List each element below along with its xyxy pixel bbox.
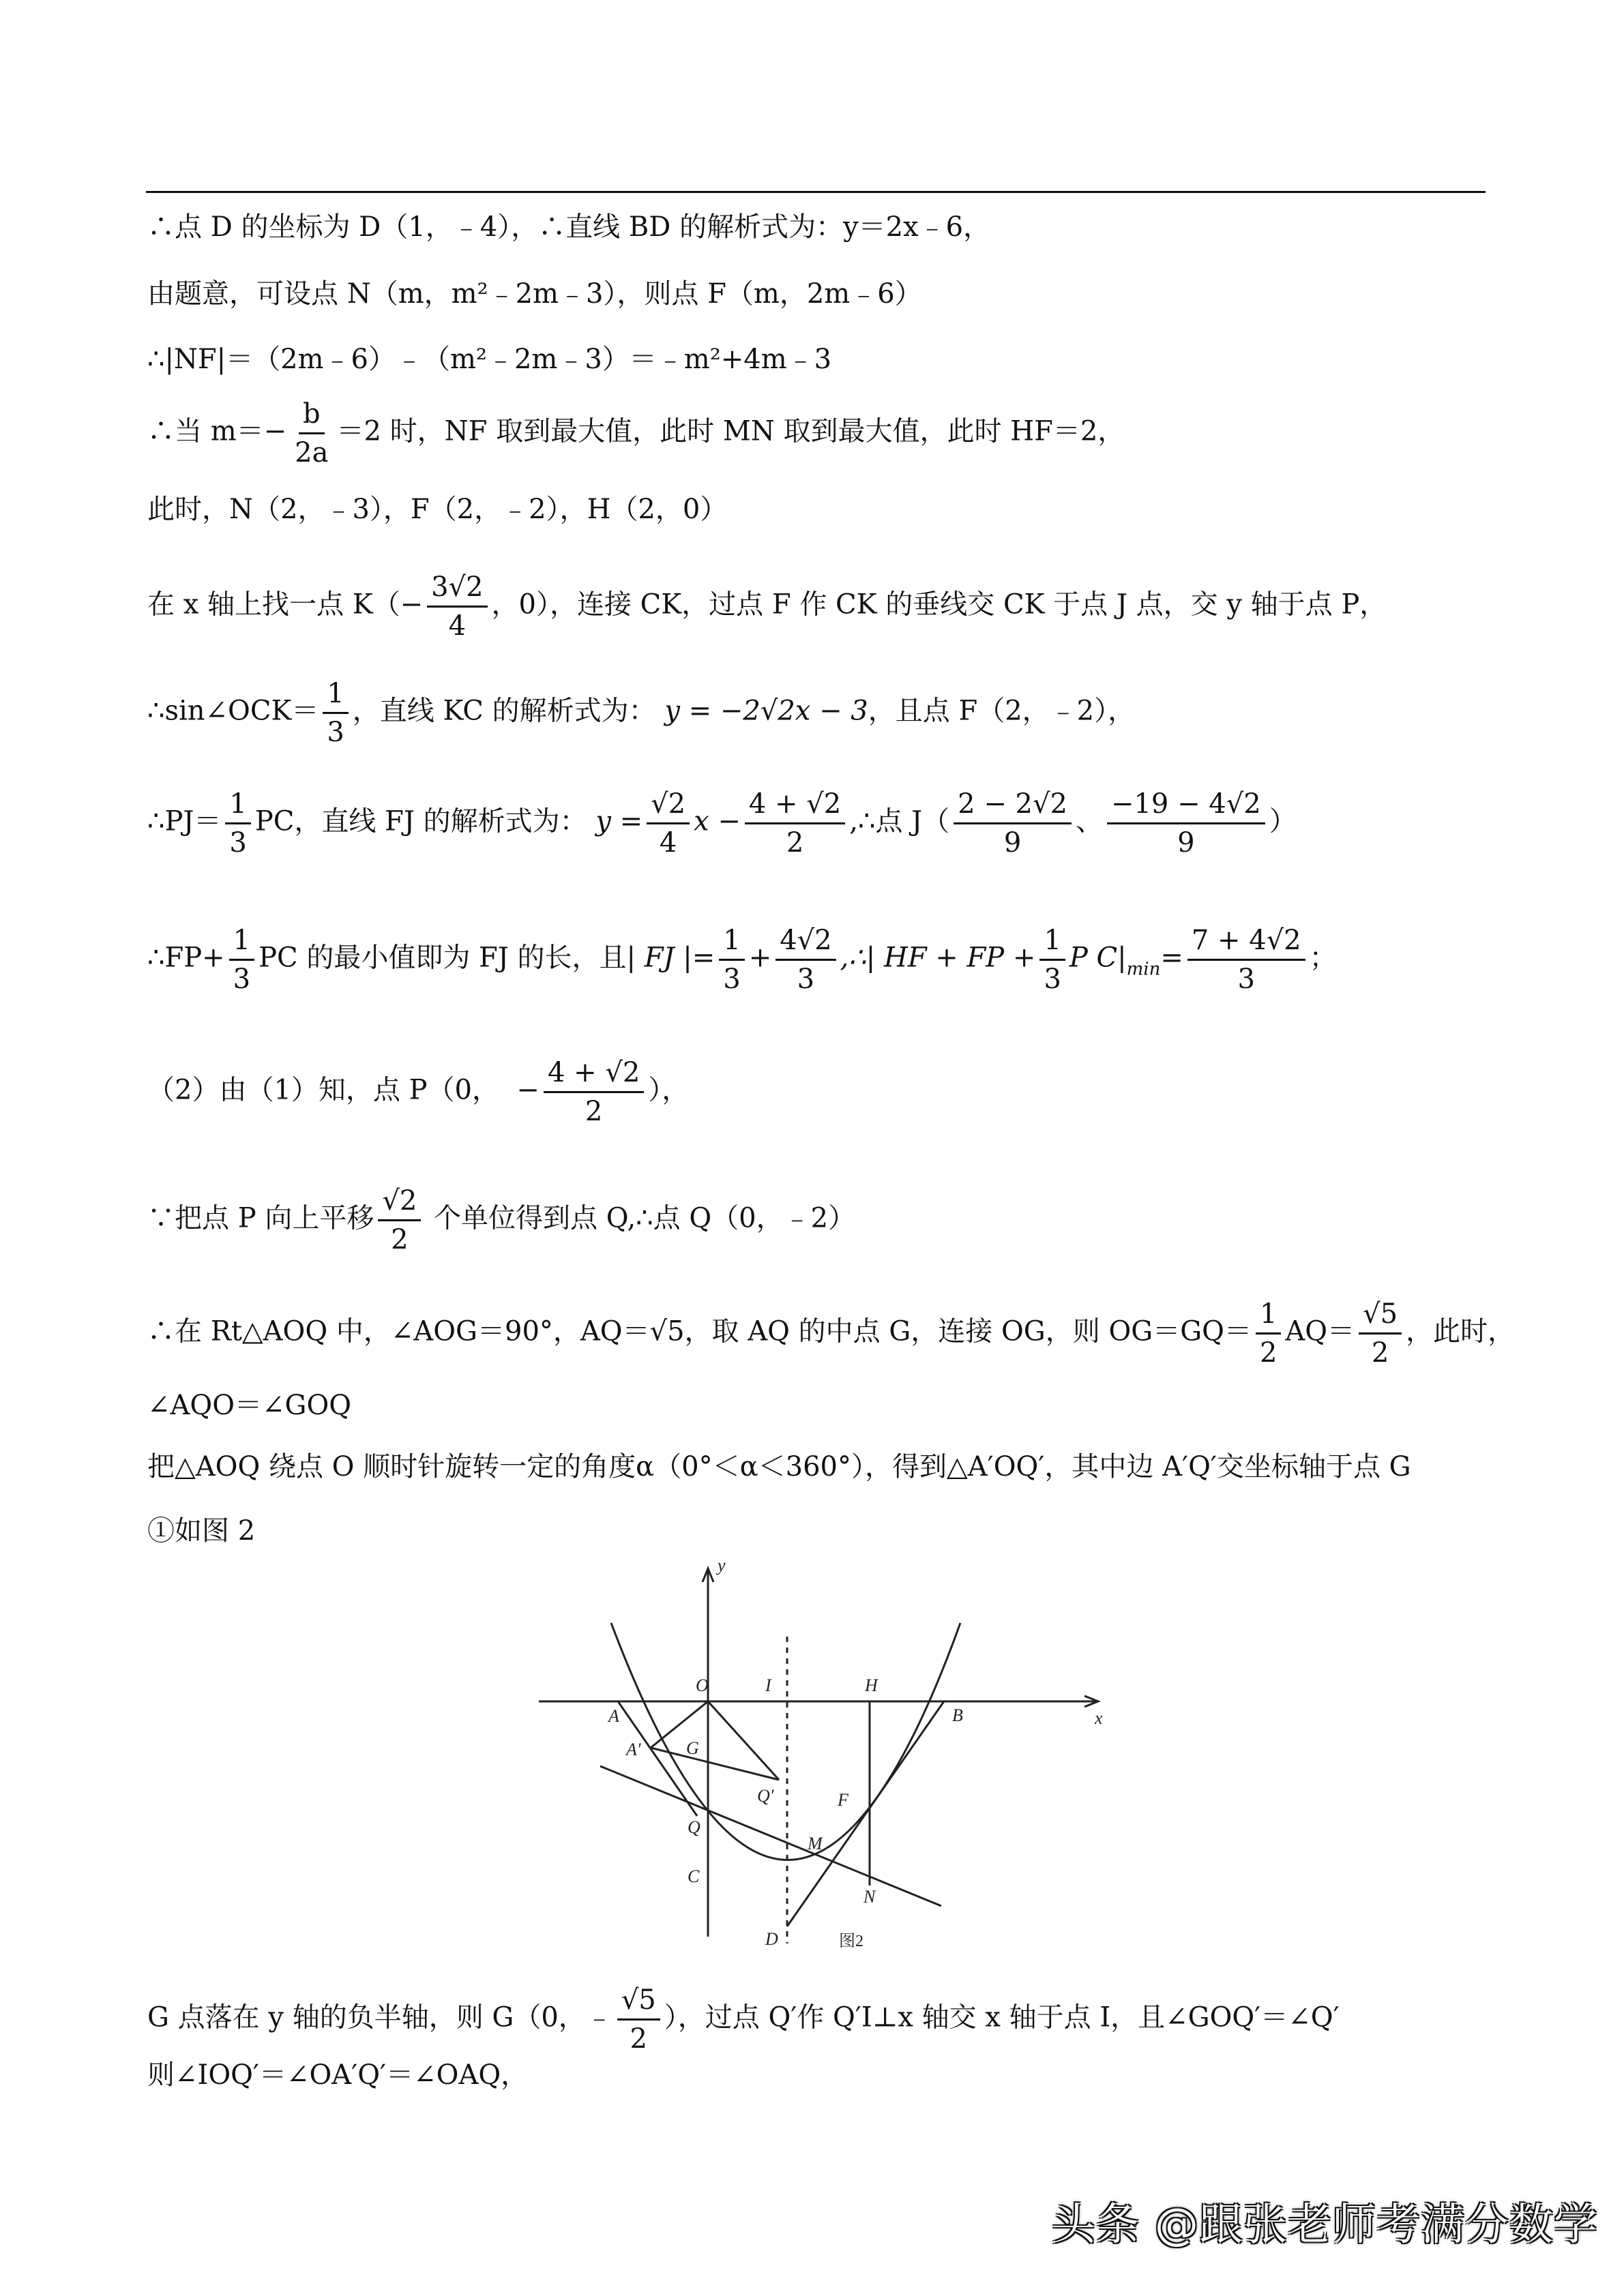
text-line-5: 此时，N（2，﹣3），F（2，﹣2），H（2，0） [147, 494, 728, 525]
numerator: 1 [225, 786, 250, 824]
figure-caption: 图2 [839, 1933, 863, 1950]
numerator: √2 [378, 1182, 421, 1221]
label-d: D [765, 1929, 778, 1949]
denominator: 2 [1371, 1337, 1389, 1369]
denominator: 2 [585, 1096, 603, 1127]
text-segment: ； [1309, 942, 1337, 974]
label-h: H [865, 1675, 878, 1695]
segment-o-a1 [651, 1701, 708, 1748]
label-q: Q [688, 1817, 700, 1837]
text-segment: ∴PJ＝ [147, 805, 222, 837]
text-segment: ∴当 m＝− [147, 415, 287, 447]
numerator: √5 [617, 1982, 660, 2021]
text-line-8 [147, 786, 1297, 861]
label-c: C [688, 1866, 700, 1886]
text-segment: PC 的最小值即为 FJ 的长，且 [259, 942, 627, 974]
text-segment: ），过点 Q′作 Q′I⊥x 轴交 x 轴于点 I，且∠GOQ′＝∠Q′ [664, 2001, 1340, 2033]
text-line-17: 则∠IOQ′＝∠OA′Q′＝∠OAQ， [147, 2059, 529, 2091]
text-line-1: ∴点 D 的坐标为 D（1，﹣4），∴直线 BD 的解析式为：y＝2x﹣6， [147, 211, 991, 243]
text-line-4 [147, 396, 1125, 471]
figure-2-diagram [518, 1555, 1132, 1950]
label-a: A [608, 1706, 619, 1726]
kc-equation: y = −2√2x − 3 [664, 695, 868, 727]
numerator: 7 + 4√2 [1187, 922, 1305, 961]
denominator: 2 [630, 2023, 647, 2055]
fraction-4-plus-sqrt2-over-2 [544, 1054, 644, 1130]
denominator: 3 [797, 964, 815, 995]
fraction-b-over-2a [291, 396, 332, 471]
header-rule [146, 191, 1486, 193]
text-line-9 [147, 922, 1337, 998]
text-segment: （2）由（1）知，点 P（0， [147, 1074, 499, 1106]
text-line-16 [147, 1982, 1340, 2057]
fraction-j-x [954, 786, 1072, 861]
text-segment: ,∴点 J（ [849, 805, 950, 837]
label-b: B [952, 1705, 963, 1725]
fraction-7-plus-4sqrt2-over-3 [1187, 922, 1305, 998]
label-f: F [838, 1790, 848, 1810]
watermark: 头条 @跟张老师考满分数学 [1051, 2200, 1598, 2250]
segment-o-q1 [708, 1701, 779, 1780]
text-segment: ∴在 Rt△AOQ 中，∠AOG＝90°，AQ＝√5，取 AQ 的中点 G，连接 OG，则 OG＝GQ＝ [147, 1315, 1252, 1347]
numerator: 1 [719, 922, 744, 961]
text-segment: ） [1269, 805, 1297, 837]
fraction-4-plus-sqrt2-over-2 [745, 786, 845, 861]
denominator: 4 [448, 610, 467, 642]
text-line-10 [147, 1054, 689, 1130]
numerator: b [299, 396, 325, 434]
text-segment: ∵把点 P 向上平移 [147, 1202, 374, 1234]
text-line-12 [147, 1296, 1515, 1371]
text-segment: G 点落在 y 轴的负半轴，则 G（0，﹣ [147, 2001, 613, 2033]
denominator: 2 [786, 827, 804, 859]
label-q-prime: Q′ [757, 1786, 774, 1806]
label-x: x [1095, 1708, 1103, 1728]
numerator: 1 [323, 675, 348, 714]
text-line-2: 由题意，可设点 N（m，m²﹣2m﹣3），则点 F（m，2m﹣6） [147, 278, 922, 310]
label-m: M [808, 1834, 823, 1853]
text-line-7 [147, 675, 1135, 751]
text-line-13: ∠AQO＝∠GOQ [147, 1390, 352, 1421]
fraction-sqrt2-over-4 [647, 786, 690, 861]
text-line-11 [147, 1182, 855, 1258]
text-segment: ，此时， [1406, 1315, 1516, 1347]
text-segment: AQ＝ [1285, 1315, 1355, 1347]
numerator: 4 + √2 [544, 1054, 644, 1093]
fraction-sqrt2-over-2 [378, 1182, 421, 1258]
numerator: 4 + √2 [745, 786, 845, 824]
denominator: 9 [1177, 827, 1195, 859]
fraction-one-third [1039, 922, 1065, 998]
numerator: 1 [1256, 1296, 1281, 1335]
text-segment: P C| [1069, 942, 1127, 974]
text-segment: − [516, 1074, 540, 1106]
numerator: 4√2 [776, 922, 836, 961]
text-segment: ＝2 时，NF 取到最大值，此时 MN 取到最大值，此时 HF＝2， [336, 415, 1125, 447]
text-segment: ，且点 F（2，﹣2）， [868, 695, 1136, 727]
label-y: y [718, 1555, 726, 1575]
subscript-min: min [1126, 959, 1161, 980]
text-segment: ∴sin∠OCK＝ [147, 695, 319, 727]
label-n: N [863, 1887, 876, 1907]
text-line-15: ①如图 2 [147, 1515, 256, 1547]
fraction-k-x [427, 569, 487, 644]
denominator: 3 [1044, 964, 1061, 995]
text-segment: ，0），连接 CK，过点 F 作 CK 的垂线交 CK 于点 J 点，交 y 轴于点 P， [491, 588, 1387, 621]
fraction-sqrt5-over-2 [1359, 1296, 1402, 1371]
fraction-j-y [1107, 786, 1265, 861]
denominator: 4 [659, 827, 677, 859]
text-segment: | FJ |= [626, 942, 715, 974]
text-segment: + [748, 942, 772, 974]
numerator: √2 [647, 786, 690, 824]
text-segment: ∴FP+ [147, 942, 225, 974]
label-a-prime: A′ [626, 1740, 641, 1759]
text-segment: ）， [648, 1074, 690, 1106]
fraction-one-third [225, 786, 250, 861]
numerator: 2 − 2√2 [954, 786, 1072, 824]
denominator: 2 [1259, 1337, 1278, 1369]
label-i: I [765, 1675, 771, 1695]
text-line-3: ∴|NF|＝（2m﹣6）﹣（m²﹣2m﹣3）＝﹣m²+4m﹣3 [147, 344, 832, 375]
text-segment: 个单位得到点 Q,∴点 Q（0，﹣2） [434, 1202, 856, 1234]
text-segment: 在 x 轴上找一点 K（− [147, 588, 424, 621]
denominator: 3 [233, 964, 251, 995]
denominator: 3 [1237, 964, 1255, 995]
numerator: 1 [229, 922, 254, 961]
denominator: 3 [229, 827, 247, 859]
numerator: −19 − 4√2 [1107, 786, 1265, 824]
parabola-curve [611, 1623, 960, 1860]
label-o: O [696, 1675, 709, 1695]
fraction-one-third [719, 922, 744, 998]
fraction-one-half [1256, 1296, 1281, 1371]
text-segment: = [1160, 942, 1183, 974]
fraction-one-third [323, 675, 348, 751]
text-line-14: 把△AOQ 绕点 O 顺时针旋转一定的角度α（0°＜α＜360°），得到△A′OQ′，其中边 A′Q′交坐标轴于点 G [147, 1451, 1411, 1482]
label-g: G [686, 1738, 699, 1758]
numerator: √5 [1359, 1296, 1402, 1335]
fraction-one-third [229, 922, 254, 998]
text-segment: 、 [1075, 805, 1103, 837]
text-segment: ,∴| HF + FP + [840, 942, 1036, 974]
fj-eq-x: x − [694, 805, 741, 837]
fraction-sqrt5-over-2 [617, 1982, 660, 2057]
numerator: 3√2 [427, 569, 487, 608]
denominator: 3 [327, 717, 344, 748]
fj-eq-y: y = [595, 805, 643, 837]
denominator: 9 [1003, 827, 1022, 859]
fraction-4sqrt2-over-3 [776, 922, 836, 998]
numerator: 1 [1039, 922, 1065, 961]
denominator: 3 [723, 964, 741, 995]
denominator: 2a [295, 437, 329, 468]
text-line-6 [147, 569, 1387, 644]
text-segment: ，直线 KC 的解析式为： [352, 695, 656, 727]
text-segment: PC，直线 FJ 的解析式为： [254, 805, 587, 837]
denominator: 2 [391, 1224, 409, 1255]
